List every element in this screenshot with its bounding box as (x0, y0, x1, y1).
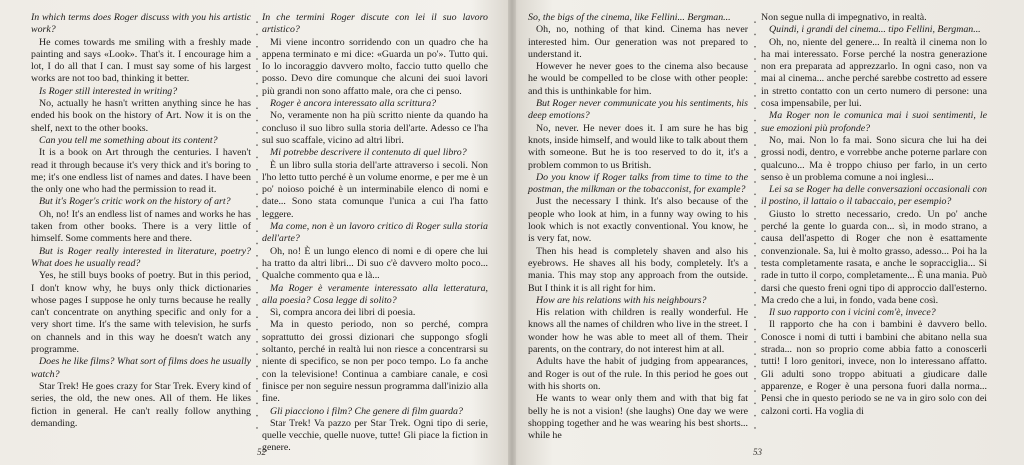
interview-answer: Oh, no! It's an endless list of names and works he has taken from other books. There is a very little of himself. Some comments here and there. (31, 208, 251, 245)
interview-question: Roger è ancora interessato alla scrittura? (270, 98, 437, 110)
left-italian-column (262, 12, 488, 454)
interview-answer: Mi viene incontro sorridendo con un quadro che ha appena terminato e mi dice: «Guarda un po'». Tutto qui. Io lo incoraggio davvero molto, faccio tutto quello che posso. Devo dire comunque che alcuni dei suoi lavori più grandi non sono affatto male, ora che ci penso. (262, 36, 488, 97)
interview-answer: Star Trek! He goes crazy for Star Trek. Every kind of series, the old, the new ones. All of them. He likes fiction in general. He can't really follow anything demanding. (31, 380, 251, 429)
interview-answer: Oh, no, nothing of that kind. Cinema has never interested him. Our generation was not prepared to understand it. (528, 24, 748, 60)
interview-answer: Il rapporto che ha con i bambini è davvero bello. Conosce i nomi di tutti i bambini che abitano nella sua strada... non so proprio come abbia fatto a conoscerli tutti! I loro genitori, invece, non lo interessano affatto. Gli adulti sono troppo abituati a giudicare dalle apparenze, e Roger è una persona fuori dalla norma... Pensi che in questo periodo se ne va in giro solo con dei calzoni corti. Ha voglia di (761, 319, 987, 417)
interview-answer: Adults have the habit of judging from appearances, and Roger is out of the rule. In this period he goes out with his shorts on. (528, 356, 748, 392)
left-page (0, 0, 508, 465)
interview-answer: No, never. He never does it. I am sure he has big knots, inside himself, and would like to talk about them with someone. But he is too reserved to do it, it's a problem common to us British. (528, 122, 748, 171)
interview-question: Quindi, i grandi del cinema... tipo Fellini, Bergman... (769, 24, 981, 36)
left-column-divider (256, 16, 258, 431)
interview-question: Gli piacciono i film? Che genere di film guarda? (270, 405, 463, 417)
interview-answer: Then his head is completely shaven and also his eyebrows. He shaves all his body, completely. It's a mania. This may stop any approach from the outside. But I think it is all right for him. (528, 245, 748, 294)
interview-answer: He wants to wear only them and with that big fat belly he is not a vision! (she laughs) One day we were shopping together and he was wearing his best shorts... while he (528, 393, 748, 442)
interview-question: Is Roger still interested in writing? (39, 85, 178, 97)
interview-answer: Yes, he still buys books of poetry. But in this period, I don't know why, he buys only thick dictionaries whose pages I suppose he only turns because he really can't concentrate on anything specific and only for a very short time. It's the same with television, he surfs on channels and in this way he doesn't watch any programme. (31, 270, 251, 356)
interview-answer: Star Trek! Va pazzo per Star Trek. Ogni tipo di serie, quelle vecchie, quelle nuove, tutte! Gli piace la fiction in genere. (262, 417, 488, 454)
interview-answer: It is a book on Art through the centuries. I haven't read it through because it's very thick and it's boring to me; it's one endless list of names and dates. I have been the only one who had the permission to read it. (31, 147, 251, 196)
interview-question: Ma come, non è un lavoro critico di Roger sulla storia dell'arte? (262, 221, 488, 245)
interview-answer: Ma in questo periodo, non so perché, compra soprattutto dei grossi dizionari che suppongo sfogli soltanto, perché in realtà lui non riesce a concentrarsi su niente di specifico, se non per poco tempo. Lo fa anche con la televisione! Continua a cambiare canale, e così finisce per non seguire nessun programma dall'inizio alla fine. (262, 319, 488, 405)
interview-question: Does he like films? What sort of films does he usually watch? (31, 356, 251, 380)
book-fold (508, 0, 516, 465)
interview-answer: His relation with children is really wonderful. He knows all the names of children who live in the street. I wonder how he was able to meet all of them. Their parents, on the contrary, do not interest him at all. (528, 307, 748, 356)
interview-answer: Non segue nulla di impegnativo, in realtà. (761, 12, 927, 23)
left-english-column (31, 12, 251, 439)
interview-question: In che termini Roger discute con lei il suo lavoro artistico? (262, 12, 488, 36)
right-english-column (528, 12, 748, 442)
interview-answer: Oh, no! È un lungo elenco di nomi e di opere che lui ha tratto da altri libri... Di suo c'è davvero molto poco... Qualche commento qua e là... (262, 245, 488, 282)
right-italian-column (761, 12, 987, 439)
right-page (516, 0, 1024, 465)
interview-question: Mi potrebbe descrivere il contenuto di quel libro? (270, 147, 467, 159)
interview-question: Can you tell me something about its content? (39, 134, 218, 146)
interview-answer: No, actually he hasn't written anything since he has ended his book on the history of Art. Now it is on the shelf, next to the other books. (31, 98, 251, 134)
interview-answer: Giusto lo stretto necessario, credo. Un po' anche perché la gente lo guarda con... sì, in modo strano, a causa dell'aspetto di Roger che non è esattamente convenzionale. Sa, lui è molto grasso, adesso... Poi ha la testa completamente rasata, e anche le sopracciglia... Si rade in tutto il corpo, completamente... È una mania. Può darsi che questo freni ogni tipo di approccio dall'esterno. Ma credo che a lui, in fondo, vada bene così. (761, 208, 987, 306)
interview-answer: Oh, no, niente del genere... In realtà il cinema non lo ha mai interessato. Forse perché la nostra generazione non era preparata ad apprezzarlo. In ogni caso, non va mai al cinema... anche perché sarebbe costretto ad essere in stretto contatto con un certo numero di persone: una cosa impensabile, per lui. (761, 36, 987, 110)
interview-question: Ma Roger è veramente interessato alla letteratura, alla poesia? Cosa legge di solito? (262, 282, 488, 306)
interview-question: Do you know if Roger talks from time to time to the postman, the milkman or the tobacconist, for example? (528, 171, 748, 196)
page-number-right: 53 (753, 447, 762, 457)
interview-question: How are his relations with his neighbours? (536, 294, 707, 306)
interview-answer: Just the necessary I think. It's also because of the people who look at him, in a funny way owing to his look which is not exactly conventional. You know, he is very fat, now. (528, 196, 748, 245)
interview-question: But Roger never communicate you his sentiments, his deep emotions? (528, 98, 748, 122)
interview-answer: Sì, compra ancora dei libri di poesia. (270, 307, 416, 319)
interview-answer: However he never goes to the cinema also because he would be compelled to be close with other people: and this is unthinkable for him. (528, 61, 748, 97)
interview-answer: No, veramente non ha più scritto niente da quando ha concluso il suo libro sulla storia dell'arte. Adesso ce l'ha sul suo scaffale, vicino ad altri libri. (262, 110, 488, 146)
page-number-left: 52 (257, 447, 266, 457)
interview-question: So, the bigs of the cinema, like Fellini... Bergman... (528, 12, 731, 23)
interview-answer: È un libro sulla storia dell'arte attraverso i secoli. Non l'ho letto tutto perché è un volume enorme, e per me è un po' noioso poiché è un interminabile elenco di nomi e date... Sono stata comunque l'unica a cui l'ha fatto leggere. (262, 159, 488, 220)
interview-question: In which terms does Roger discuss with you his artistic work? (31, 12, 251, 36)
right-column-divider (754, 16, 756, 431)
interview-question: Ma Roger non le comunica mai i suoi sentimenti, le sue emozioni più profonde? (761, 110, 987, 134)
interview-question: Il suo rapporto con i vicini com'è, invece? (769, 307, 936, 319)
interview-question: But it's Roger's critic work on the history of art? (39, 196, 231, 208)
interview-question: Lei sa se Roger ha delle conversazioni occasionali con il postino, il lattaio o il tabaccaio, per esempio? (761, 184, 987, 208)
interview-answer: No, mai. Non lo fa mai. Sono sicura che lui ha dei grossi nodi, dentro, e vorrebbe anche poterne parlare con qualcuno... Ma è troppo chiuso per farlo, in un certo senso è un problema comune a noi inglesi... (761, 134, 987, 183)
interview-answer: He comes towards me smiling with a freshly made painting and says «Look». That's it. I encourage him a lot, I do all that I can. I must say some of his largest works are not too bad, thinking it better. (31, 36, 251, 85)
interview-question: But is Roger really interested in literature, poetry? What does he usually read? (31, 245, 251, 269)
